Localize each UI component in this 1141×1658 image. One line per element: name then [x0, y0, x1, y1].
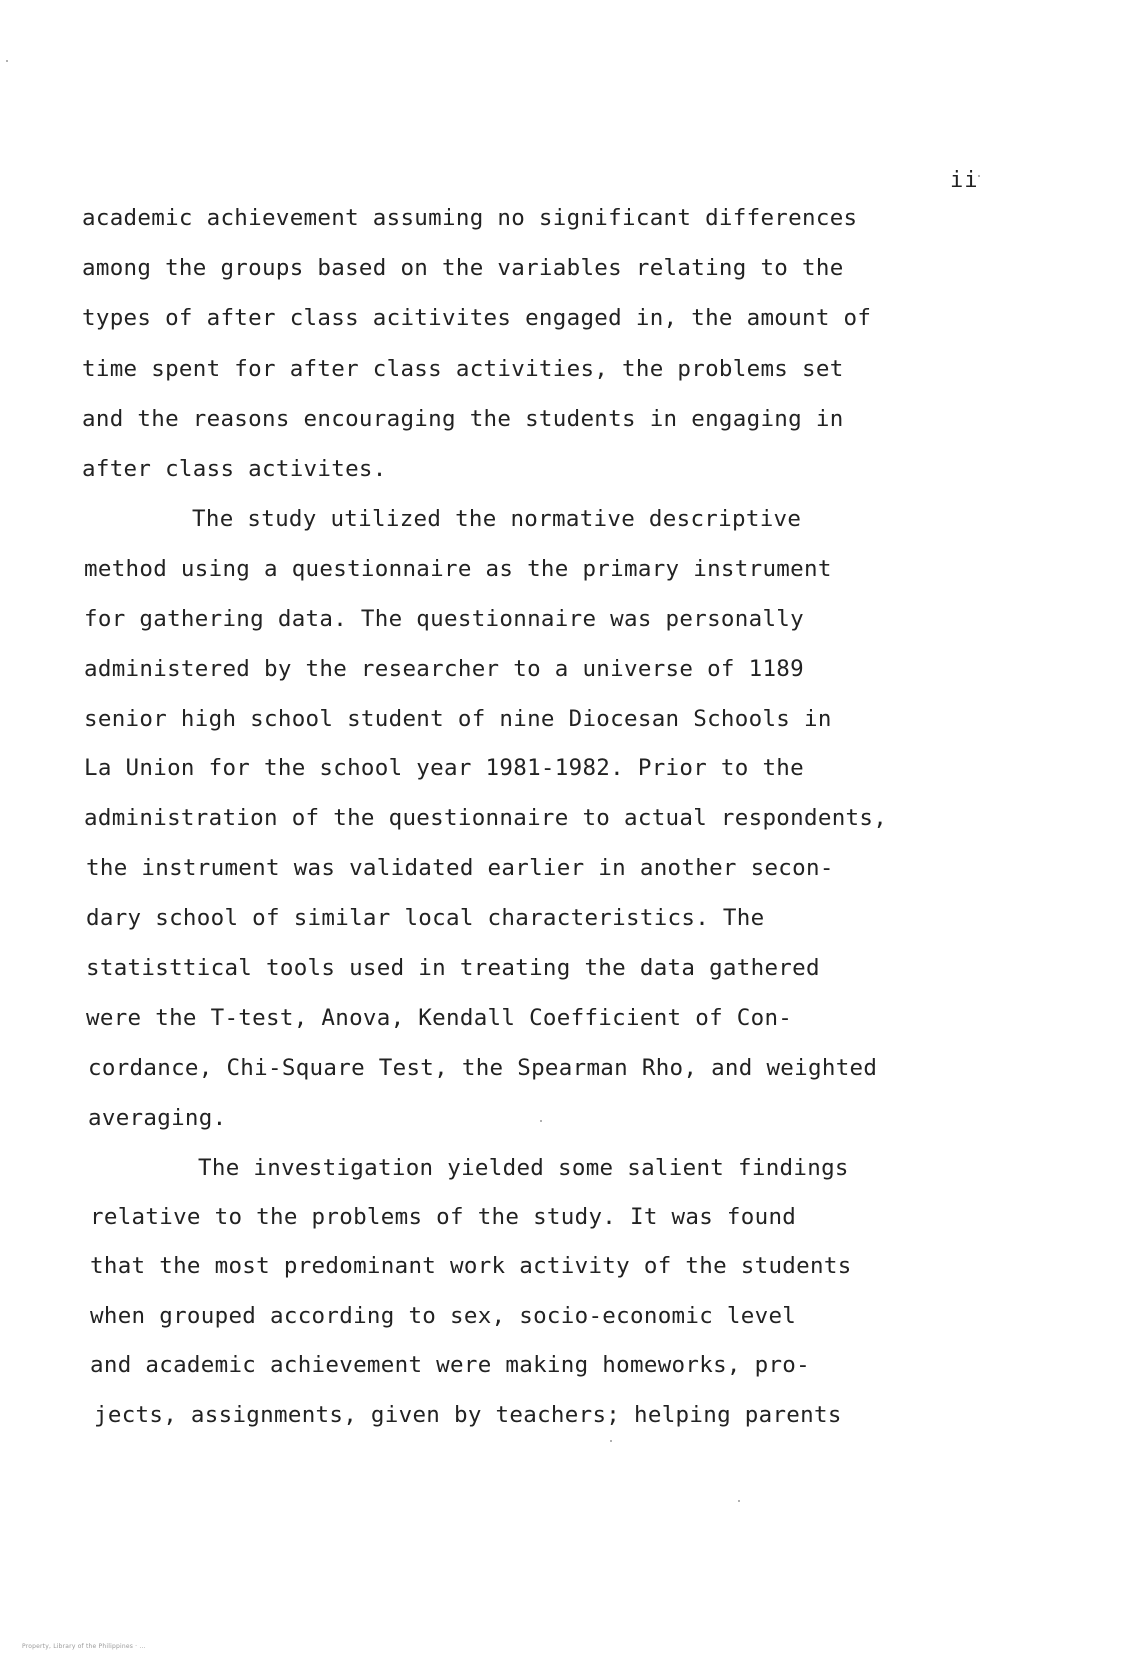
text-line: that the most predominant work activity of the students — [90, 1253, 852, 1279]
text-line: cordance, Chi-Square Test, the Spearman Rho, and weighted — [88, 1055, 878, 1081]
text-line: La Union for the school year 1981-1982. Prior to the — [84, 755, 804, 781]
text-line: the instrument was validated earlier in another secon- — [86, 855, 834, 881]
text-line: relative to the problems of the study. It was found — [90, 1204, 797, 1230]
text-line: time spent for after class activities, the problems set — [82, 356, 844, 382]
text-line: method using a questionnaire as the primary instrument — [84, 556, 832, 582]
scan-speck — [610, 1440, 612, 1442]
text-line: when grouped according to sex, socio-economic level — [90, 1303, 797, 1329]
text-line: and the reasons encouraging the students in engaging in — [82, 406, 844, 432]
scan-footer: Property, Library of the Philippines · ... — [22, 1643, 146, 1650]
text-line: jects, assignments, given by teachers; helping parents — [94, 1402, 842, 1428]
text-line: The study utilized the normative descriptive — [192, 506, 802, 532]
text-line: after class activites. — [82, 456, 387, 482]
text-line: academic achievement assuming no significant differences — [82, 205, 858, 231]
text-line: averaging. — [88, 1105, 227, 1131]
text-line: The investigation yielded some salient findings — [198, 1155, 849, 1181]
text-line: were the T-test, Anova, Kendall Coefficient of Con- — [86, 1005, 793, 1031]
text-line: administration of the questionnaire to actual respondents, — [84, 805, 888, 831]
page-number: ii — [950, 168, 979, 193]
scan-speck — [6, 60, 8, 62]
text-line: among the groups based on the variables relating to the — [82, 255, 844, 281]
text-line: statisttical tools used in treating the data gathered — [86, 955, 820, 981]
scan-speck — [738, 1500, 740, 1502]
scan-speck — [540, 1120, 542, 1122]
text-line: types of after class acitivites engaged in, the amount of — [82, 305, 872, 331]
text-line: for gathering data. The questionnaire was personally — [84, 606, 804, 632]
text-line: and academic achievement were making homeworks, pro- — [90, 1352, 810, 1378]
text-line: administered by the researcher to a universe of 1189 — [84, 656, 804, 682]
scan-speck — [978, 175, 980, 177]
text-line: senior high school student of nine Diocesan Schools in — [84, 706, 832, 732]
text-line: dary school of similar local characteristics. The — [86, 905, 765, 931]
